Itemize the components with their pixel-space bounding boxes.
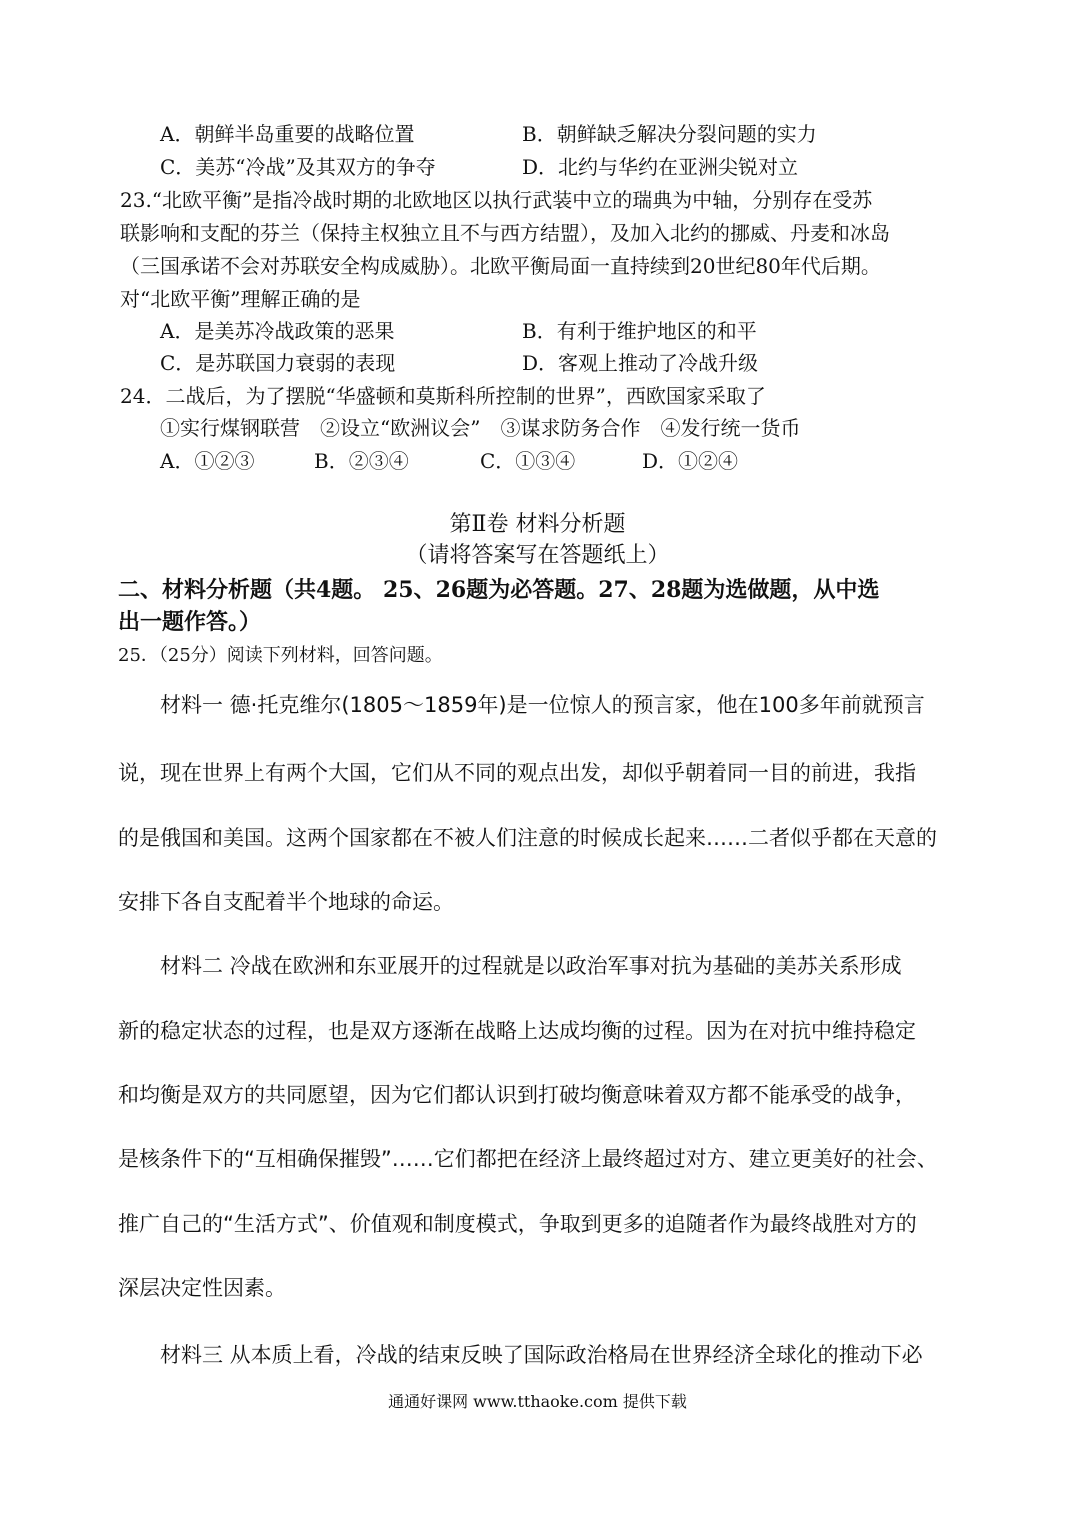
q23-option-b: B．有利于维护地区的和平 [522, 319, 757, 343]
q22-option-d: D．北约与华约在亚洲尖锐对立 [522, 155, 799, 179]
q24-stem: 24．二战后，为了摆脱“华盛顿和莫斯科所控制的世界”，西欧国家采取了 [120, 384, 766, 408]
material-2-line: 是核条件下的“互相确保摧毁”……它们都把在经济上最终超过对方、建立更美好的社会、 [118, 1147, 938, 1171]
material-2-line: 深层决定性因素。 [118, 1276, 286, 1300]
material-1-line: 安排下各自支配着半个地球的命运。 [118, 890, 454, 914]
page-footer: 通通好课网 www.tthaoke.com 提供下载 [388, 1392, 687, 1411]
q24-option-a: A．①②③ [160, 449, 255, 473]
material-2-line: 新的稳定状态的过程，也是双方逐渐在战略上达成均衡的过程。因为在对抗中维持稳定 [118, 1019, 916, 1043]
material-1-line: 材料一 德·托克维尔(1805～1859年)是一位惊人的预言家，他在100多年前就预言 [160, 693, 925, 717]
material-1-line: 说，现在世界上有两个大国，它们从不同的观点出发，却似乎朝着同一目的前进，我指 [118, 761, 916, 785]
q23-stem-line: 联影响和支配的芬兰（保持主权独立且不与西方结盟），及加入北约的挪威、丹麦和冰岛 [120, 221, 890, 245]
q24-option-b: B．②③④ [314, 449, 409, 473]
q23-option-a: A．是美苏冷战政策的恶果 [160, 319, 395, 343]
part2-subtitle: （请将答案写在答题纸上） [405, 543, 670, 568]
q24-items: ①实行煤钢联营 ②设立“欧洲议会” ③谋求防务合作 ④发行统一货币 [160, 416, 801, 440]
material-2-line: 和均衡是双方的共同愿望，因为它们都认识到打破均衡意味着双方都不能承受的战争， [118, 1083, 916, 1107]
part2-instruction-line: 二、材料分析题（共4题。 25、26题为必答题。27、28题为选做题，从中选 [118, 577, 880, 603]
q23-stem-line: 对“北欧平衡”理解正确的是 [120, 287, 361, 311]
q24-option-c: C．①③④ [480, 449, 576, 473]
q22-option-c: C．美苏“冷战”及其双方的争夺 [160, 155, 436, 179]
q23-stem-line: （三国承诺不会对苏联安全构成威胁）。北欧平衡局面一直持续到20世纪80年代后期。 [120, 254, 881, 278]
part2-instruction-line: 出一题作答。） [118, 609, 262, 635]
q22-option-a: A．朝鲜半岛重要的战略位置 [160, 122, 415, 146]
material-1-line: 的是俄国和美国。这两个国家都在不被人们注意的时候成长起来……二者似乎都在天意的 [118, 826, 937, 850]
material-2-line: 材料二 冷战在欧洲和东亚展开的过程就是以政治军事对抗为基础的美苏关系形成 [160, 954, 902, 978]
q22-option-b: B．朝鲜缺乏解决分裂问题的实力 [522, 122, 817, 146]
q23-option-d: D．客观上推动了冷战升级 [522, 351, 759, 375]
q23-stem-line: 23.“北欧平衡”是指冷战时期的北欧地区以执行武装中立的瑞典为中轴，分别存在受苏 [120, 188, 873, 212]
q25-stem: 25．（25分）阅读下列材料，回答问题。 [118, 645, 443, 666]
material-2-line: 推广自己的“生活方式”、价值观和制度模式，争取到更多的追随者作为最终战胜对方的 [118, 1212, 917, 1236]
q24-option-d: D．①②④ [642, 449, 739, 473]
part2-title: 第Ⅱ卷 材料分析题 [449, 512, 626, 537]
material-3-line: 材料三 从本质上看，冷战的结束反映了国际政治格局在世界经济全球化的推动下必 [160, 1343, 923, 1367]
q23-option-c: C．是苏联国力衰弱的表现 [160, 351, 396, 375]
